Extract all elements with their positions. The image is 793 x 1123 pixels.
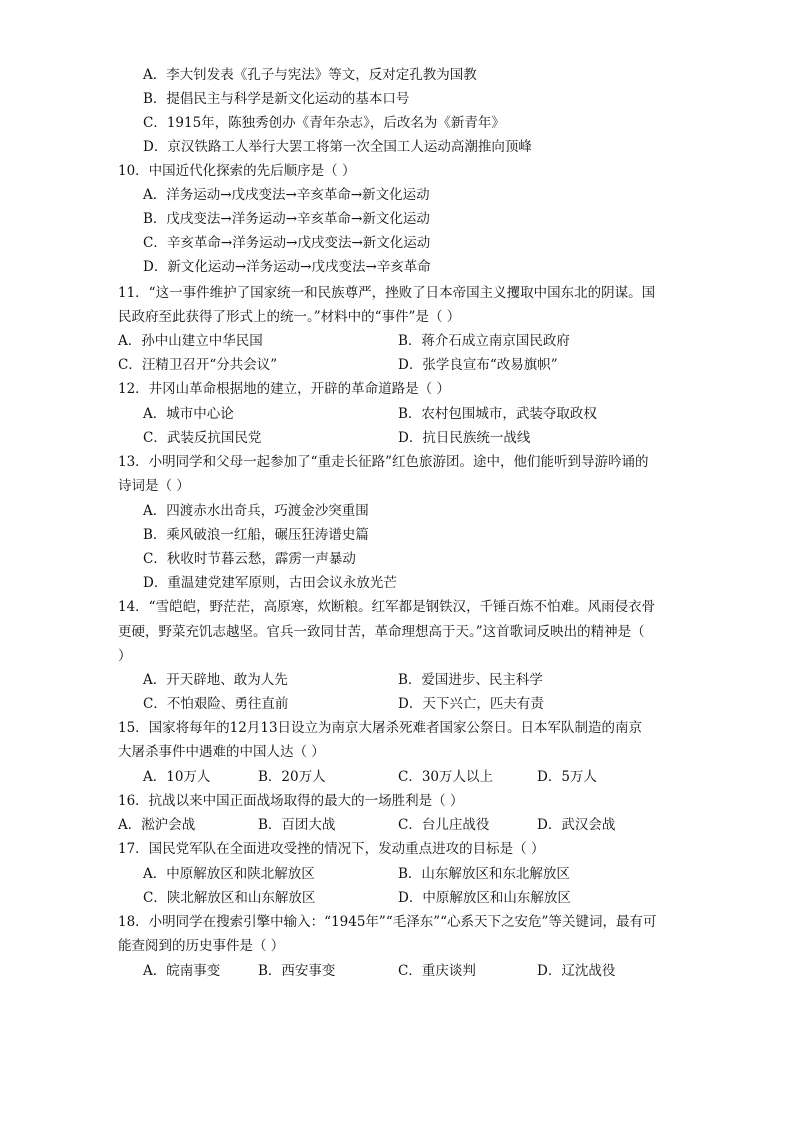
q18-option-c: C．重庆谈判 [398,963,476,979]
q18-option-b: B．西安事变 [258,963,336,979]
q10-option-c: C．辛亥革命→洋务运动→戊戌变法→新文化运动 [143,235,431,251]
q17-stem: 17．国民党军队在全面进攻受挫的情况下，发动重点进攻的目标是（ ） [118,841,545,857]
q15-option-a: A．10万人 [143,769,211,785]
q16-option-d: D．武汉会战 [537,817,616,833]
q12-option-c: C．武装反抗国民党 [143,430,262,446]
q11-option-d: D．张学良宣布“改易旗帜” [398,357,558,373]
q18-option-d: D．辽沈战役 [537,963,616,979]
q17-option-c: C．陕北解放区和山东解放区 [143,890,316,906]
q16-option-b: B．百团大战 [258,817,336,833]
q10-option-d: D．新文化运动→洋务运动→戊戌变法→辛亥革命 [143,259,431,275]
q15-stem-line1: 15．国家将每年的12月13日设立为南京大屠杀死难者国家公祭日。日本军队制造的南京 [118,720,643,736]
q15-stem-line2: 大屠杀事件中遇难的中国人达（ ） [118,744,325,760]
q10-option-a: A．洋务运动→戊戌变法→辛亥革命→新文化运动 [143,187,430,203]
q13-stem-line2: 诗词是（ ） [118,478,190,494]
q14-option-c: C．不怕艰险、勇往直前 [143,696,289,712]
q10-stem: 10．中国近代化探索的先后顺序是（ ） [118,163,356,179]
q10-option-b: B．戊戌变法→洋务运动→辛亥革命→新文化运动 [143,211,430,227]
q14-option-b: B．爱国进步、民主科学 [398,672,543,688]
q11-option-c: C．汪精卫召开“分共会议” [118,357,278,373]
q15-option-b: B．20万人 [258,769,326,785]
q12-stem: 12．井冈山革命根据地的建立，开辟的革命道路是（ ） [118,381,450,397]
q13-option-d: D．重温建党建军原则，古田会议永放光芒 [143,575,397,591]
q14-stem-line1: 14．“雪皑皑，野茫茫，高原寒，炊断粮。红军都是钢铁汉，千锤百炼不怕难。风雨侵衣骨 [118,599,656,615]
q14-option-d: D．天下兴亡，匹夫有责 [398,696,544,712]
prev-option-b: B．提倡民主与科学是新文化运动的基本口号 [143,91,410,107]
q15-option-c: C．30万人以上 [398,769,494,785]
q18-stem-line2: 能查阅到的历史事件是（ ） [118,938,285,954]
q18-option-a: A．皖南事变 [143,963,221,979]
prev-option-a: A．李大钊发表《孔子与宪法》等文，反对定孔教为国教 [143,67,477,83]
q16-option-c: C．台儿庄战役 [398,817,490,833]
q13-option-c: C．秋收时节暮云愁，霹雳一声暴动 [143,551,356,567]
q11-option-b: B．蒋介石成立南京国民政府 [398,333,570,349]
q14-option-a: A．开天辟地、敢为人先 [143,672,288,688]
q17-option-a: A．中原解放区和陕北解放区 [143,866,315,882]
q11-option-a: A．孙中山建立中华民国 [118,333,263,349]
q12-option-b: B．农村包围城市，武装夺取政权 [398,406,597,422]
q13-option-b: B．乘风破浪一红船，碾压狂涛谱史篇 [143,527,369,543]
q15-option-d: D．5万人 [537,769,597,785]
q11-stem-line2: 民政府至此获得了形式上的统一。”材料中的“事件”是（ ） [118,309,461,325]
q17-option-d: D．中原解放区和山东解放区 [398,890,571,906]
q14-stem-line3: ） [118,648,132,664]
q13-option-a: A．四渡赤水出奇兵，巧渡金沙突重围 [143,503,369,519]
q12-option-d: D．抗日民族统一战线 [398,430,531,446]
q14-stem-line2: 更硬，野菜充饥志越坚。官兵一致同甘苦，革命理想高于天。”这首歌词反映出的精神是（ [118,624,645,640]
q18-stem-line1: 18．小明同学在搜索引擎中输入：“1945年”“毛泽东”“心系天下之安危”等关键词，最有可 [118,914,657,930]
q16-option-a: A．淞沪会战 [118,817,196,833]
prev-option-c: C．1915年，陈独秀创办《青年杂志》，后改名为《新青年》 [143,115,505,131]
q11-stem-line1: 11．“这一事件维护了国家统一和民族尊严，挫败了日本帝国主义攫取中国东北的阴谋。国 [118,285,656,301]
q12-option-a: A．城市中心论 [143,406,234,422]
q16-stem: 16．抗战以来中国正面战场取得的最大的一场胜利是（ ） [118,793,464,809]
prev-option-d: D．京汉铁路工人举行大罢工将第一次全国工人运动高潮推向顶峰 [143,139,532,155]
q13-stem-line1: 13．小明同学和父母一起参加了“重走长征路”红色旅游团。途中，他们能听到导游吟诵的 [118,454,649,470]
q17-option-b: B．山东解放区和东北解放区 [398,866,570,882]
